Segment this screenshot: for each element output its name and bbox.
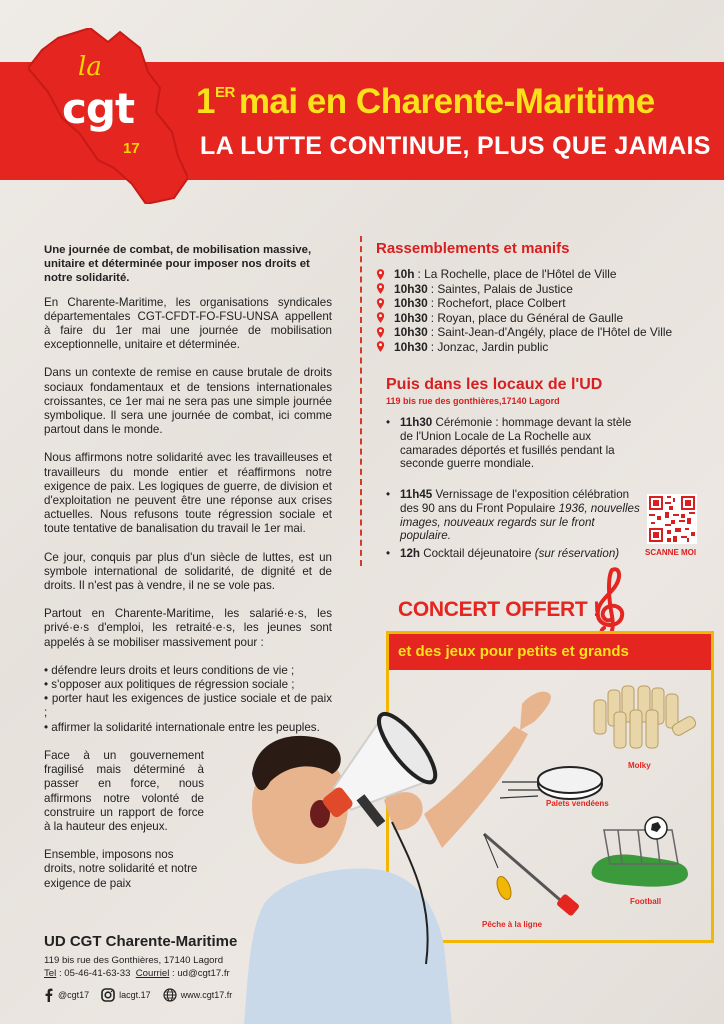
- instagram-icon: [101, 988, 115, 1002]
- program-item-cocktail: [386, 547, 646, 561]
- column-divider: [360, 236, 362, 566]
- rally-time: 10h30: [394, 310, 428, 325]
- list-item: • s'opposer aux politiques de régression sociale ;: [44, 678, 295, 692]
- program-time: 12h: [400, 547, 420, 560]
- bullet-dot: •: [386, 547, 391, 560]
- program-text: Vernissage de l'exposition célébration des 90 ans du Front Populaire: [400, 488, 630, 515]
- tel-value[interactable]: : 05-46-41-63-33: [58, 968, 131, 979]
- program-italic: 1936, nouvelles images, nouveaux regards sur le front populaire.: [400, 501, 640, 543]
- paragraph-7: Ensemble, imposons nos droits, notre solidarité et notre exigence de paix: [44, 848, 198, 890]
- program-time: 11h30: [400, 416, 433, 429]
- globe-icon: [163, 988, 177, 1002]
- qr-code[interactable]: [647, 494, 697, 544]
- program-text: Cérémonie : hommage devant la stèle de l'Union Locale de La Rochelle aux camarades déportés et fusillés pendant la seconde guerre mondiale.: [400, 416, 632, 471]
- rally-place: : La Rochelle, place de l'Hôtel de Ville: [417, 267, 617, 281]
- program-italic: (sur réservation): [534, 547, 620, 560]
- game-label: Pêche à la ligne: [482, 920, 543, 929]
- paragraph-5: Partout en Charente-Maritime, les salarié·e·s, les privé·e·s d'emploi, les retraité·e·s, les jeunes sont appelés à se mobiliser massivement pour :: [44, 607, 332, 649]
- website-link[interactable]: [163, 988, 233, 1002]
- mail-label: Courriel: [135, 968, 170, 979]
- paragraph-4: Ce jour, conquis par plus d'un siècle de luttes, est un symbole international de solidarité, de dignité et de droits. Il n'est pas à vendre, il ne se vole pas.: [44, 550, 332, 593]
- games-title: et des jeux pour petits et grands: [398, 643, 629, 660]
- rally-time: 10h30: [394, 296, 428, 310]
- game-label: Palets vendéens: [546, 799, 609, 808]
- paragraph-3: Nous affirmons notre solidarité avec les travailleuses et travailleurs du monde entier et réaffirmons notre exigence de paix. Les logiques de guerre, de division et d'exploitation ne peuvent être une réponse aux crises actuelles. Nous refusons toute régression sociale et toute tentative de banalisation du travail le 1er mai.: [44, 451, 332, 536]
- page-title: [196, 82, 696, 122]
- program-item-exhibition: [386, 488, 642, 543]
- list-item: • porter haut les exigences de justice sociale et de paix ;: [44, 692, 332, 720]
- facebook-handle: @cgt17: [58, 990, 90, 1000]
- program-item-ceremony: [386, 416, 642, 471]
- title-number: 1: [196, 82, 215, 121]
- rally-place: : Saintes, Palais de Justice: [430, 281, 573, 296]
- tel-label: Tel: [44, 968, 57, 979]
- rally-place: : Jonzac, Jardin public: [430, 339, 549, 354]
- facebook-icon: [44, 988, 54, 1002]
- program-text: Cocktail déjeunatoire: [423, 547, 532, 560]
- location-pin-icon: [376, 269, 385, 280]
- game-label: Football: [630, 897, 662, 906]
- ud-heading: Puis dans les locaux de l'UD: [386, 376, 603, 393]
- list-item: [376, 282, 706, 297]
- ud-program-header: [386, 376, 602, 406]
- football-goal-icon: [588, 812, 692, 892]
- paragraph-1: En Charente-Maritime, les organisations syndicales départementales CGT-CFDT-FO-FSU-UNSA appellent à faire du 1er mai une journée de mobilisation exceptionnelle, unitaire et déterminée.: [44, 295, 332, 352]
- social-links: [44, 988, 244, 1002]
- paragraph-6: Face à un gouvernement fragilisé mais déterminé à passer en force, nous affirmons notre volonté de construire un rapport de force à la hauteur des enjeux.: [44, 748, 204, 833]
- footer-org: UD CGT Charente-Maritime: [44, 933, 238, 950]
- facebook-link[interactable]: [44, 988, 89, 1002]
- rallies-heading: Rassemblements et manifs: [376, 240, 570, 257]
- rally-place: : Royan, place du Général de Gaulle: [430, 310, 624, 325]
- location-pin-icon: [376, 298, 385, 309]
- list-item: [376, 340, 706, 355]
- list-item: [376, 267, 706, 282]
- page-subtitle: LA LUTTE CONTINUE, PLUS QUE JAMAIS: [200, 132, 711, 160]
- person-megaphone-illustration: [204, 664, 564, 1024]
- intro-text: Une journée de combat, de mobilisation massive, unitaire et déterminée pour imposer nos droits et notre solidarité.: [44, 244, 312, 285]
- logo-la: la: [78, 52, 102, 82]
- mail-value[interactable]: : ud@cgt17.fr: [172, 968, 230, 979]
- logo-cgt: cgt: [62, 84, 135, 133]
- bullet-dot: •: [386, 488, 391, 501]
- list-item: [376, 296, 706, 311]
- qr-label: SCANNE MOI: [645, 548, 697, 557]
- location-pin-icon: [376, 341, 385, 352]
- ud-address: 119 bis rue des gonthières,17140 Lagord: [386, 396, 560, 406]
- list-item: [376, 311, 706, 326]
- paragraph-2: Dans un contexte de remise en cause brutale de droits sociaux fondamentaux et de tensions internationales croissantes, ce 1er mai ne sera pas une simple journée symbolique. Il sera une journée de combat, ici comme partout dans le monde.: [44, 366, 332, 437]
- instagram-handle: lacgt.17: [119, 990, 151, 1000]
- title-main: mai en Charente-Maritime: [238, 82, 655, 121]
- footer-address: 119 bis rue des Gonthières, 17140 Lagord: [44, 955, 224, 966]
- rally-time: 10h30: [394, 325, 428, 339]
- rally-time: 10h30: [394, 339, 428, 354]
- rallies-section: [376, 240, 706, 354]
- website-url: www.cgt17.fr: [180, 990, 233, 1000]
- rally-time: 10h30: [394, 281, 428, 296]
- bullet-dot: •: [386, 416, 391, 429]
- concert-title: CONCERT OFFERT !: [398, 598, 600, 621]
- game-label: Molky: [628, 761, 651, 770]
- program-time: 11h45: [400, 488, 433, 501]
- logo-dept: 17: [123, 140, 140, 157]
- list-item: • défendre leurs droits et leurs conditions de vie ;: [44, 663, 295, 677]
- rally-place: : Rochefort, place Colbert: [430, 296, 566, 310]
- location-pin-icon: [376, 312, 385, 323]
- list-item: [376, 325, 706, 340]
- rally-time: 10h: [394, 267, 415, 281]
- location-pin-icon: [376, 283, 385, 294]
- footer-contact: [44, 967, 230, 980]
- rallies-list: [376, 267, 706, 354]
- list-item: • affirmer la solidarité internationale entre les peuples.: [44, 720, 320, 734]
- footer-address-block: [44, 954, 230, 980]
- title-sup: ER: [214, 84, 235, 101]
- location-pin-icon: [376, 327, 385, 338]
- molky-icon: [588, 680, 700, 756]
- rally-place: : Saint-Jean-d'Angély, place de l'Hôtel de Ville: [430, 325, 673, 339]
- instagram-link[interactable]: [101, 988, 151, 1002]
